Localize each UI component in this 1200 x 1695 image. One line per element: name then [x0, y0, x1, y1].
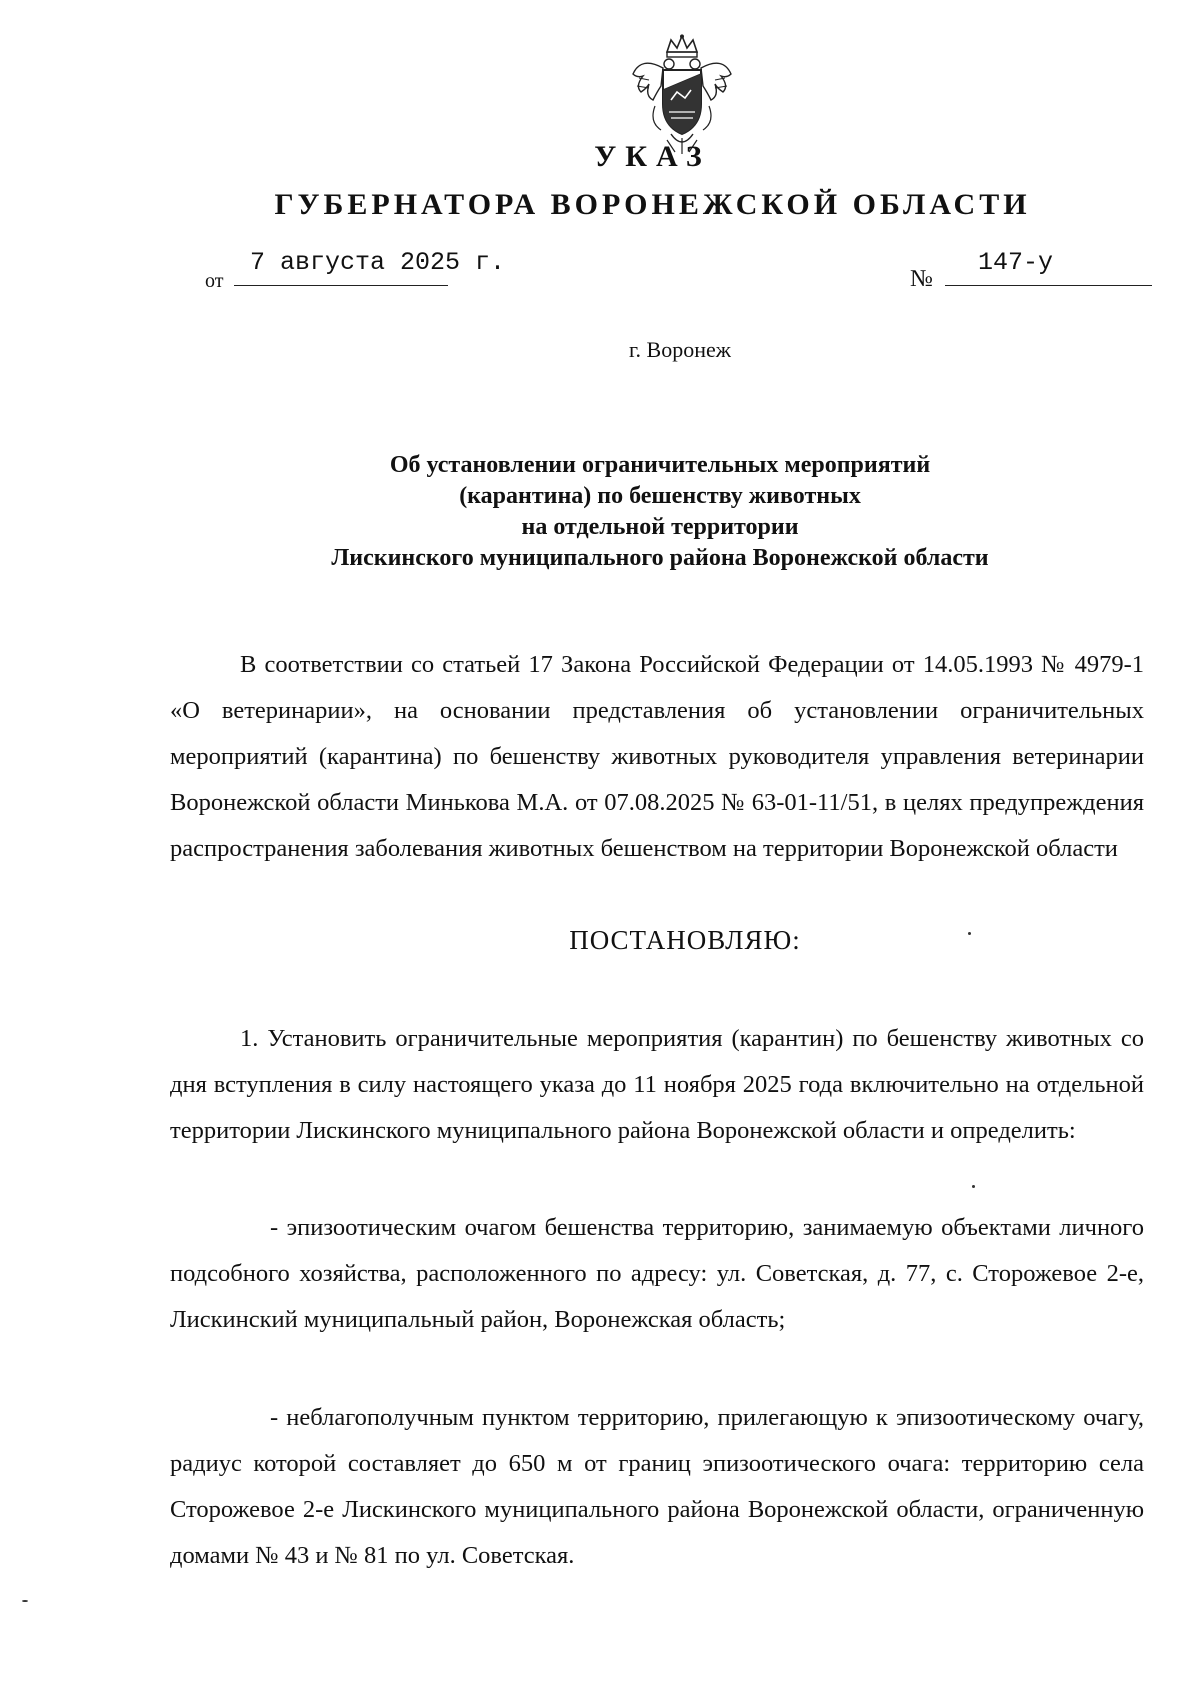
heading-line: на отдельной территории: [521, 514, 799, 540]
scan-speck: [22, 1600, 28, 1602]
heading-line: Лискинского муниципального района Воронежской области: [331, 545, 989, 571]
issuer-title: ГУБЕРНАТОРА ВОРОНЕЖСКОЙ ОБЛАСТИ: [274, 188, 1031, 221]
date-underline: [234, 285, 448, 286]
decree-title: УКАЗ: [594, 140, 711, 173]
item-1-paragraph: 1. Установить ограничительные мероприятия (карантин) по бешенству животных со дня вступления в силу настоящего указа до 11 ноября 2025 года включительно на отдельной территории Лискинского муниципального района Воронежской области и определить:: [170, 1025, 1144, 1144]
date-number-row: [0, 248, 1200, 292]
document-heading: [170, 450, 1150, 574]
number-value: 147-у: [978, 248, 1054, 277]
date-label: от: [205, 270, 224, 292]
number-label: №: [910, 266, 933, 292]
coat-of-arms-icon: [627, 34, 737, 156]
heading-line: (карантина) по бешенству животных: [459, 483, 861, 509]
heading-line: Об установлении ограничительных мероприятий: [389, 452, 931, 478]
number-underline: [945, 285, 1152, 286]
item-1-a-paragraph: - эпизоотическим очагом бешенства территорию, занимаемую объектами личного подсобного хозяйства, расположенного по адресу: ул. Советская, д. 77, с. Сторожевое 2-е, Лискинский муниципальный район, Воронежская область;: [170, 1214, 1144, 1333]
date-value: 7 августа 2025 г.: [250, 248, 506, 277]
city: г. Воронеж: [629, 337, 731, 362]
preamble-paragraph: В соответствии со статьей 17 Закона Российской Федерации от 14.05.1993 № 4979-1 «О ветеринарии», на основании представления об установлении ограничительных мероприятий (карантина) по бешенству животных руководителя управления ветеринарии Воронежской области Минькова М.А. от 07.08.2025 № 63-01-11/51, в целях предупреждения распространения заболевания животных бешенством на территории Воронежской области: [170, 651, 1144, 862]
scan-speck: [972, 1185, 975, 1188]
item-1-b-paragraph: - неблагополучным пунктом территорию, прилегающую к эпизоотическому очагу, радиус которой составляет до 650 м от границ эпизоотического очага: территорию села Сторожевое 2-е Лискинского муниципального района Воронежской области, ограниченную домами № 43 и № 81 по ул. Советская.: [170, 1404, 1144, 1569]
scan-speck: [968, 932, 971, 935]
decree-verb: ПОСТАНОВЛЯЮ:: [569, 925, 801, 955]
